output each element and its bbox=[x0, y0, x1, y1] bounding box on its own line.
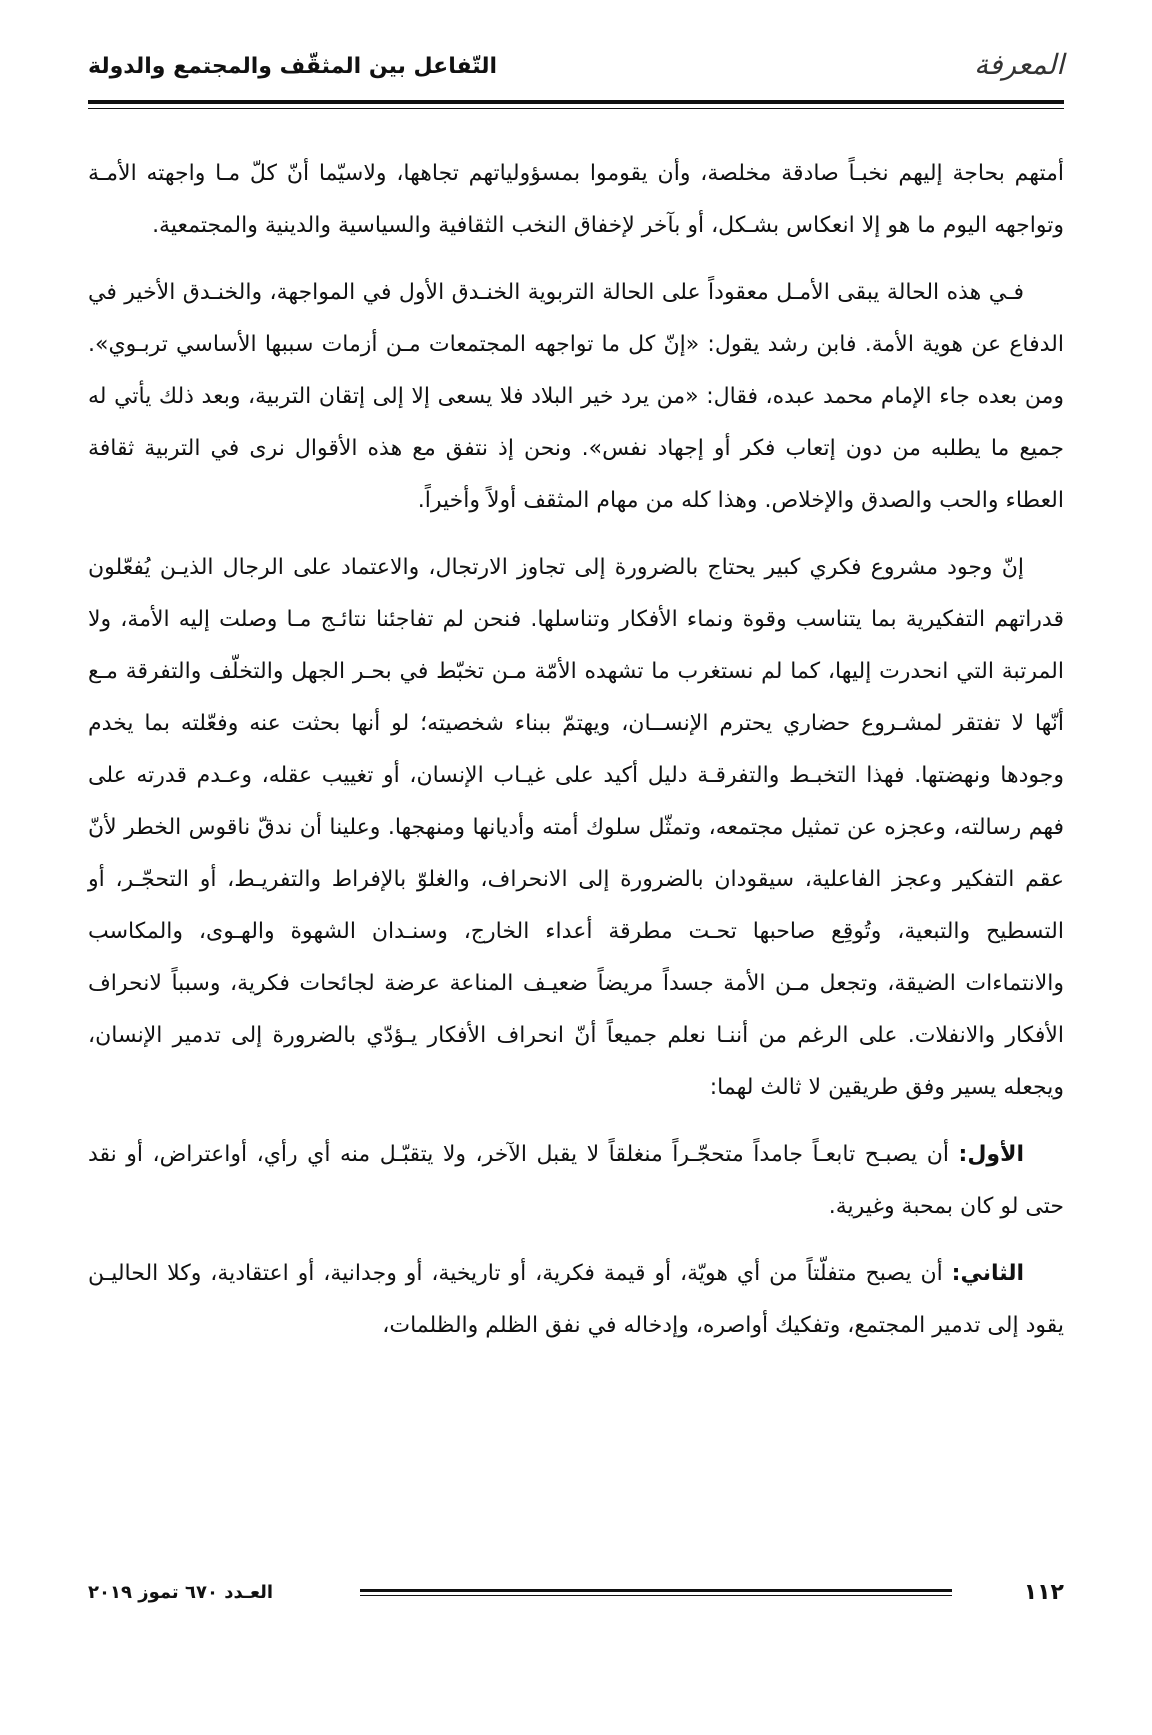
footer-rule-thin bbox=[360, 1595, 952, 1596]
footer-rule-thick bbox=[360, 1589, 952, 1592]
issue-info: العـدد ٦٧٠ تموز ٢٠١٩ bbox=[88, 1582, 274, 1603]
header-rule-thin bbox=[88, 108, 1064, 109]
second-item-lead: الثاني: bbox=[951, 1261, 1024, 1286]
first-item-text: أن يصبـح تابعـاً جامداً متحجّـراً منغلقاً لا يقبل الآخر، ولا يتقبّـل منه أي رأي، أواعتراض، أو نقد حتى لو كان بمحبة وغيرية. bbox=[88, 1142, 1064, 1219]
list-item-second bbox=[88, 1248, 1064, 1352]
second-item-text: أن يصبح متفلّتاً من أي هويّة، أو قيمة فكرية، أو تاريخية، أو وجدانية، أو اعتقادية، وكلا الحاليـن يقود إلى تدمير المجتمع، وتفكيك أواصره، وإدخاله في نفق الظلم والظلمات، bbox=[88, 1261, 1064, 1338]
list-item-first bbox=[88, 1129, 1064, 1233]
paragraph-3: إنّ وجود مشروع فكري كبير يحتاج بالضرورة إلى تجاوز الارتجال، والاعتماد على الرجال الذيـن يُفعّلون قدراتهم التفكيرية بما يتناسب وقوة ونماء الأفكار وتناسلها. فنحن لم تفاجئنا نتائـج مـا وصلت إليه الأمة، ولا المرتبة التي انحدرت إليها، كما لم نستغرب ما تشهده الأمّة مـن تخبّط في بحـر الجهل والتخلّف والتفرقة مـع أنّها لا تفتقر لمشـروع حضاري يحترم الإنســان، ويهتمّ ببناء شخصيته؛ لو أنها بحثت عنه وفعّلته بما يخدم وجودها ونهضتها. فهذا التخبـط والتفرقـة دليل أكيد على غيـاب الإنسان، أو تغييب عقله، وعـدم قدرته على فهم رسالته، وعجزه عن تمثيل مجتمعه، وتمثّل سلوك أمته وأديانها ومنهجها. وعلينا أن ندقّ ناقوس الخطر لأنّ عقم التفكير وعجز الفاعلية، سيقودان بالضرورة إلى الانحراف، والغلوّ بالإفراط والتفريـط، أو التحجّـر، أو التسطيح والتبعية، وتُوقِع صاحبها تحـت مطرقة أعداء الخارج، وسنـدان الشهوة والهـوى، والمكاسب والانتماءات الضيقة، وتجعل مـن الأمة جسداً مريضاً ضعيـف المناعة عرضة لجائحات فكرية، وسبباً لانحراف الأفكار والانفلات. على الرغم من أننـا نعلم جميعاً أنّ انحراف الأفكار يـؤدّي بالضرورة إلى تدمير الإنسان، ويجعله يسير وفق طريقين لا ثالث لهما: bbox=[88, 555, 1064, 1100]
paragraph-2: فـي هذه الحالة يبقى الأمـل معقوداً على الحالة التربوية الخنـدق الأول في المواجهة، والخنـدق الأخير في الدفاع عن هوية الأمة. فابن رشد يقول: «إنّ كل ما تواجهه المجتمعات مـن أزمات سببها الأساسي تربـوي». ومن بعده جاء الإمام محمد عبده، فقال: «من يرد خير البلاد فلا يسعى إلا إلى إتقان التربية، وبعد ذلك يأتي له جميع ما يطلبه من دون إتعاب فكر أو إجهاد نفس». ونحن إذ نتفق مع هذه الأقوال نرى في التربية ثقافة العطاء والحب والصدق والإخلاص. وهذا كله من مهام المثقف أولاً وأخيراً. bbox=[88, 280, 1064, 513]
page-header bbox=[88, 48, 1064, 88]
paragraph-1: أمتهم بحاجة إليهم نخبـاً صادقة مخلصة، وأن يقوموا بمسؤولياتهم تجاهها، ولاسيّما أنّ كلّ مـا واجهته الأمـة وتواجهه اليوم ما هو إلا انعكاس بشـكل، أو بآخر لإخفاق النخب الثقافية والسياسية والدينية والمجتمعية. bbox=[88, 161, 1064, 238]
first-item-lead: الأول: bbox=[958, 1142, 1024, 1167]
header-rule-thick bbox=[88, 100, 1064, 104]
page-number: ١١٢ bbox=[1023, 1580, 1064, 1605]
journal-name: المعرفة bbox=[974, 48, 1064, 81]
body-text bbox=[88, 148, 1064, 1367]
running-title: التّفاعل بين المثقّف والمجتمع والدولة bbox=[88, 54, 498, 79]
